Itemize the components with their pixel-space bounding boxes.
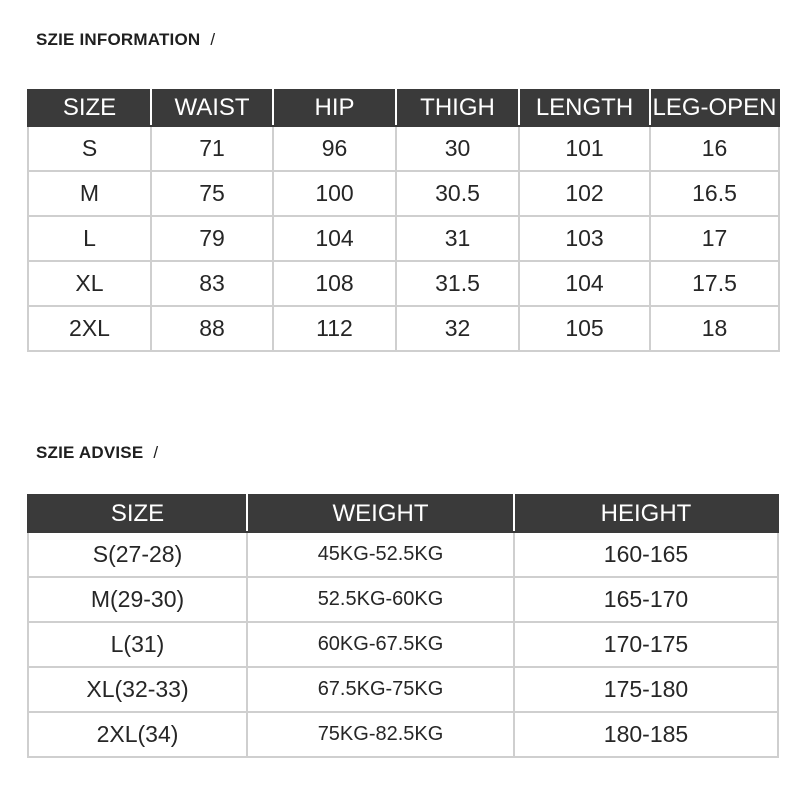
size-advise-title [36, 443, 158, 463]
table-row [28, 306, 779, 351]
cell-height: 175-180 [514, 667, 778, 712]
cell-size: L(31) [28, 622, 247, 667]
cell-length: 104 [519, 261, 650, 306]
cell-waist: 75 [151, 171, 273, 216]
table-row [28, 171, 779, 216]
cell-weight: 45KG-52.5KG [247, 532, 514, 577]
table-row [28, 126, 779, 171]
header-height: HEIGHT [514, 495, 778, 532]
title-slash: / [210, 30, 216, 49]
cell-size: 2XL [28, 306, 151, 351]
cell-size: M(29-30) [28, 577, 247, 622]
cell-size: XL [28, 261, 151, 306]
cell-height: 165-170 [514, 577, 778, 622]
cell-thigh: 30.5 [396, 171, 519, 216]
cell-length: 101 [519, 126, 650, 171]
cell-size: M [28, 171, 151, 216]
table-row [28, 261, 779, 306]
cell-weight: 67.5KG-75KG [247, 667, 514, 712]
cell-weight: 60KG-67.5KG [247, 622, 514, 667]
cell-leg-open: 17 [650, 216, 779, 261]
cell-height: 170-175 [514, 622, 778, 667]
cell-size: S(27-28) [28, 532, 247, 577]
cell-waist: 83 [151, 261, 273, 306]
cell-length: 103 [519, 216, 650, 261]
cell-weight: 75KG-82.5KG [247, 712, 514, 757]
header-length: LENGTH [519, 90, 650, 126]
table-row [28, 216, 779, 261]
cell-waist: 71 [151, 126, 273, 171]
cell-length: 105 [519, 306, 650, 351]
cell-hip: 108 [273, 261, 396, 306]
cell-waist: 79 [151, 216, 273, 261]
cell-thigh: 31 [396, 216, 519, 261]
cell-length: 102 [519, 171, 650, 216]
cell-leg-open: 17.5 [650, 261, 779, 306]
header-leg-open: LEG-OPEN [650, 90, 779, 126]
header-thigh: THIGH [396, 90, 519, 126]
cell-weight: 52.5KG-60KG [247, 577, 514, 622]
cell-hip: 96 [273, 126, 396, 171]
size-information-title-text: SZIE INFORMATION [36, 30, 201, 49]
size-advise-title-text: SZIE ADVISE [36, 443, 144, 462]
table-header-row [28, 495, 778, 532]
title-slash: / [153, 443, 159, 462]
cell-leg-open: 18 [650, 306, 779, 351]
size-information-title [36, 30, 215, 50]
header-weight: WEIGHT [247, 495, 514, 532]
table-header-row [28, 90, 779, 126]
cell-size: S [28, 126, 151, 171]
size-advise-table [27, 494, 779, 758]
cell-waist: 88 [151, 306, 273, 351]
cell-size: 2XL(34) [28, 712, 247, 757]
cell-thigh: 32 [396, 306, 519, 351]
cell-hip: 100 [273, 171, 396, 216]
table-row [28, 712, 778, 757]
cell-hip: 112 [273, 306, 396, 351]
cell-leg-open: 16 [650, 126, 779, 171]
cell-size: L [28, 216, 151, 261]
cell-height: 160-165 [514, 532, 778, 577]
table-row [28, 532, 778, 577]
cell-size: XL(32-33) [28, 667, 247, 712]
header-hip: HIP [273, 90, 396, 126]
header-waist: WAIST [151, 90, 273, 126]
table-row [28, 577, 778, 622]
cell-leg-open: 16.5 [650, 171, 779, 216]
table-row [28, 667, 778, 712]
header-size: SIZE [28, 90, 151, 126]
cell-hip: 104 [273, 216, 396, 261]
cell-thigh: 31.5 [396, 261, 519, 306]
header-size: SIZE [28, 495, 247, 532]
table-row [28, 622, 778, 667]
cell-thigh: 30 [396, 126, 519, 171]
cell-height: 180-185 [514, 712, 778, 757]
size-information-table [27, 89, 780, 352]
